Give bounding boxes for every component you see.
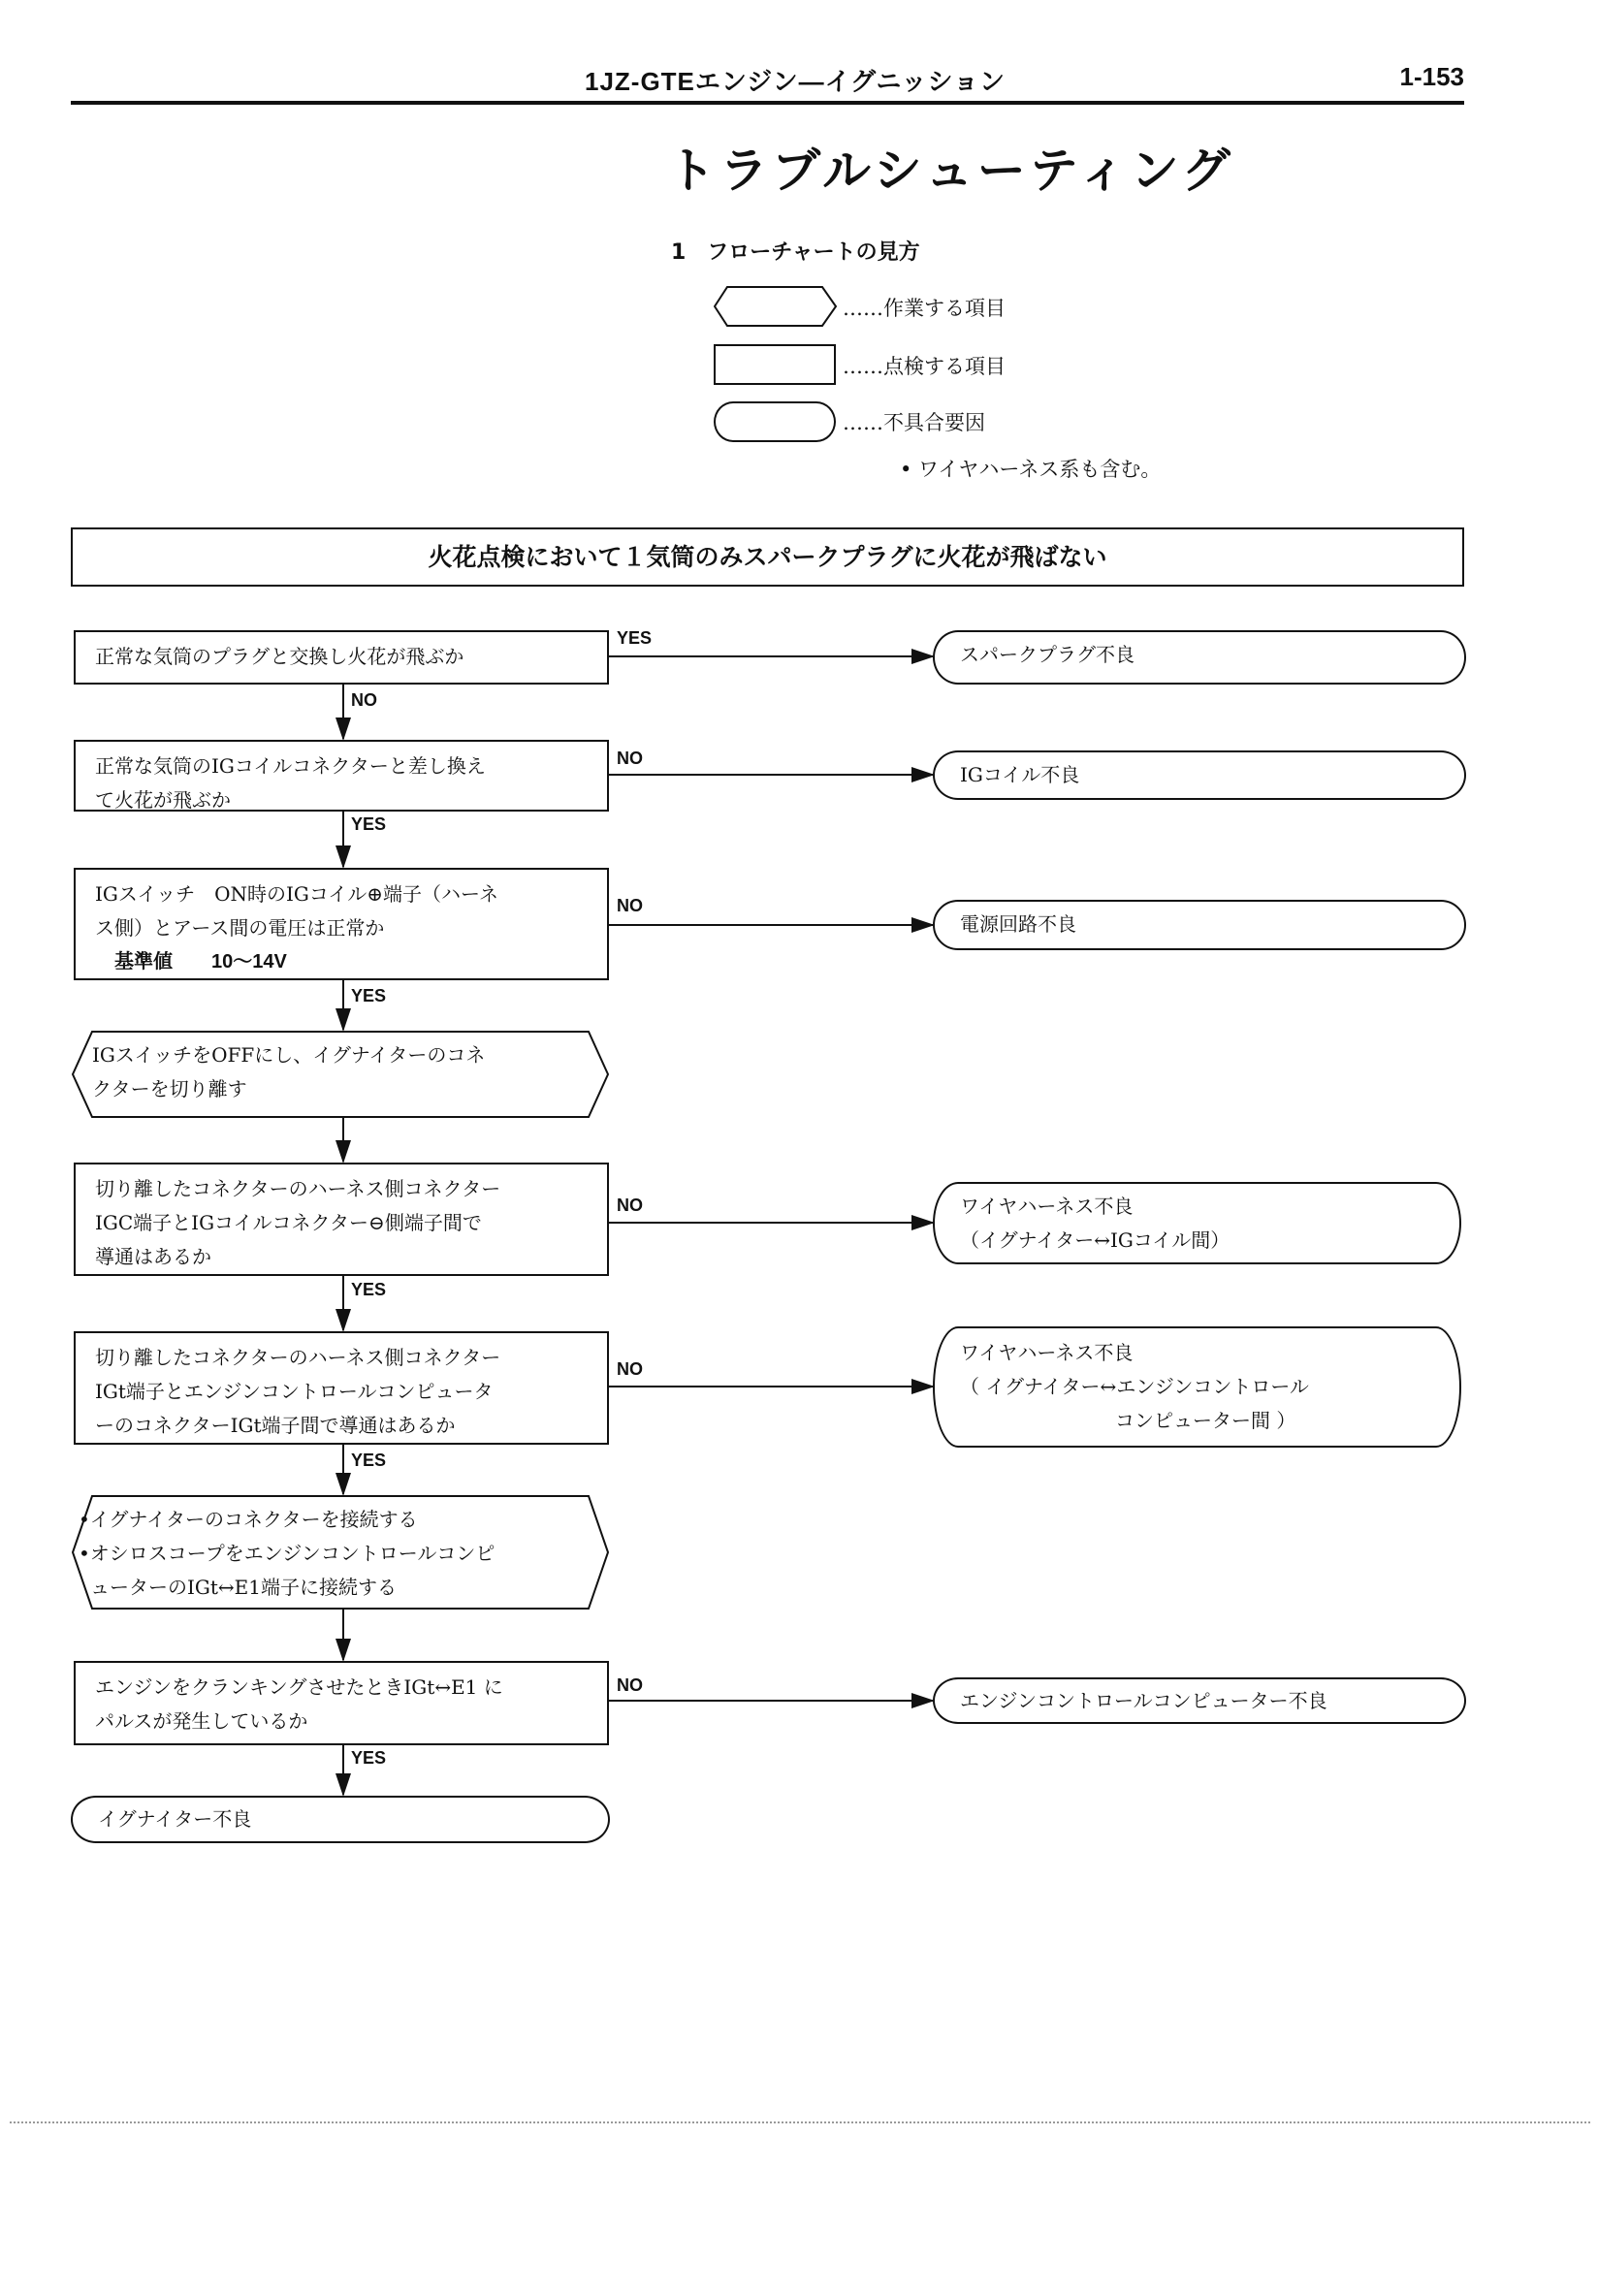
yes-label: YES bbox=[351, 814, 387, 834]
cause-text: エンジンコントロールコンピューター不良 bbox=[960, 1689, 1327, 1712]
check-text: 導通はあるか bbox=[95, 1245, 211, 1268]
check-box-coil-connector-swap bbox=[74, 740, 609, 812]
cause-text: ワイヤハーネス不良 bbox=[960, 1195, 1134, 1218]
legend-heading: 1 フローチャートの見方 bbox=[671, 240, 920, 265]
cause-harness-igniter-ecu bbox=[933, 1326, 1461, 1448]
action-connect-oscilloscope bbox=[71, 1495, 610, 1610]
action-text: IGスイッチをOFFにし、イグナイターのコネ bbox=[92, 1043, 486, 1067]
cause-text: 電源回路不良 bbox=[960, 912, 1076, 936]
cause-harness-igniter-coil bbox=[933, 1182, 1461, 1264]
check-text: IGt端子とエンジンコントロールコンピュータ bbox=[95, 1380, 494, 1403]
cause-text: コンピューター間 ） bbox=[960, 1409, 1296, 1432]
check-text: ス側）とアース間の電圧は正常か bbox=[95, 916, 385, 940]
page-number: 1-153 bbox=[1399, 62, 1464, 91]
check-text: パルスが発生しているか bbox=[95, 1709, 308, 1733]
action-disconnect-igniter bbox=[71, 1031, 610, 1118]
check-box-plug-swap bbox=[74, 630, 609, 685]
cause-text: （ イグナイター↔エンジンコントロール bbox=[960, 1375, 1309, 1398]
no-label: NO bbox=[617, 1359, 643, 1379]
yes-label: YES bbox=[351, 1748, 387, 1768]
check-text: 正常な気筒のIGコイルコネクターと差し換え bbox=[95, 754, 486, 778]
cause-ig-coil bbox=[933, 750, 1466, 800]
cause-ecu bbox=[933, 1677, 1466, 1724]
cause-igniter bbox=[71, 1796, 610, 1843]
reference-value: 基準値 10〜14V bbox=[95, 951, 287, 973]
check-text: エンジンをクランキングさせたときIGt↔E1 に bbox=[95, 1675, 503, 1699]
action-text: ューターのIGt↔E1端子に接続する bbox=[90, 1576, 397, 1599]
yes-label: YES bbox=[351, 986, 387, 1005]
problem-title: 火花点検において１気筒のみスパークプラグに火花が飛ばない bbox=[71, 527, 1464, 587]
cause-text: イグナイター不良 bbox=[98, 1807, 252, 1831]
cause-power-circuit bbox=[933, 900, 1466, 950]
legend-note: • ワイヤハーネス系も含む。 bbox=[900, 458, 1162, 481]
no-label: NO bbox=[351, 690, 377, 710]
check-box-pulse bbox=[74, 1661, 609, 1745]
action-text: •イグナイターのコネクターを接続する bbox=[79, 1508, 418, 1531]
check-box-igc-continuity bbox=[74, 1163, 609, 1276]
page-title: トラブルシューティング bbox=[667, 143, 1234, 199]
cause-text: （イグナイター↔IGコイル間） bbox=[960, 1228, 1230, 1252]
legend-rectangle-label: ……点検する項目 bbox=[843, 355, 1006, 378]
yes-label: YES bbox=[617, 628, 653, 648]
check-text: 正常な気筒のプラグと交換し火花が飛ぶか bbox=[95, 645, 464, 668]
no-label: NO bbox=[617, 896, 643, 915]
check-text: 切り離したコネクターのハーネス側コネクター bbox=[95, 1177, 501, 1200]
check-text: て火花が飛ぶか bbox=[95, 788, 231, 812]
cause-text: IGコイル不良 bbox=[960, 763, 1080, 786]
section-header: 1JZ-GTEエンジン―イグニッション bbox=[584, 67, 1006, 96]
legend-hexagon-label: ……作業する項目 bbox=[843, 297, 1006, 320]
page-bottom-divider bbox=[10, 2121, 1590, 2123]
check-box-igt-continuity bbox=[74, 1331, 609, 1445]
check-text: IGC端子とIGコイルコネクター⊖側端子間で bbox=[95, 1211, 482, 1234]
legend-rounded-label: ……不具合要因 bbox=[843, 411, 985, 434]
no-label: NO bbox=[617, 1675, 643, 1695]
action-text: クターを切り離す bbox=[92, 1077, 247, 1100]
no-label: NO bbox=[617, 749, 643, 768]
check-text: IGスイッチ ON時のIGコイル⊕端子（ハーネ bbox=[95, 882, 499, 906]
action-text: •オシロスコープをエンジンコントロールコンピ bbox=[79, 1542, 495, 1565]
cause-text: ワイヤハーネス不良 bbox=[960, 1341, 1134, 1364]
cause-text: スパークプラグ不良 bbox=[960, 643, 1135, 666]
check-text: 切り離したコネクターのハーネス側コネクター bbox=[95, 1346, 501, 1369]
yes-label: YES bbox=[351, 1451, 387, 1470]
check-text: ーのコネクターIGt端子間で導通はあるか bbox=[95, 1414, 456, 1437]
yes-label: YES bbox=[351, 1280, 387, 1299]
check-box-coil-voltage bbox=[74, 868, 609, 980]
cause-spark-plug bbox=[933, 630, 1466, 685]
no-label: NO bbox=[617, 1196, 643, 1215]
